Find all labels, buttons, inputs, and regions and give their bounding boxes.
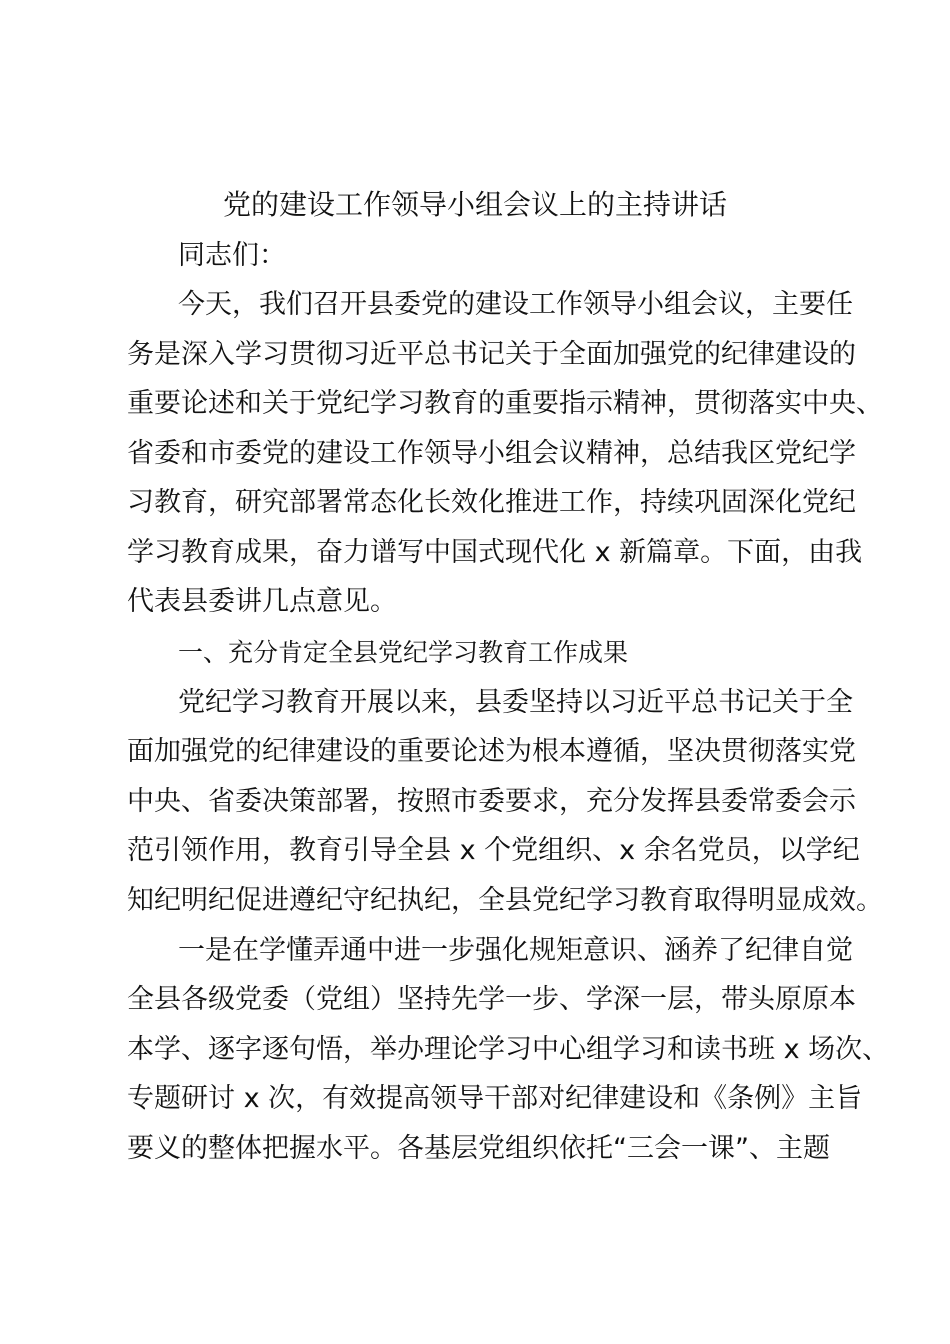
paragraph-line: 今天，我们召开县委党的建设工作领导小组会议，主要任 — [178, 289, 853, 320]
paragraph-line: 专题研讨 x 次，有效提高领导干部对纪律建设和《条例》主旨 — [127, 1083, 863, 1114]
paragraph-line: 一是在学懂弄通中进一步强化规矩意识、涵养了纪律自觉 — [178, 935, 853, 966]
section-heading: 一、充分肯定全县党纪学习教育工作成果 — [178, 638, 629, 667]
paragraph-line: 要义的整体把握水平。各基层党组织依托“三会一课”、主题 — [127, 1133, 830, 1164]
paragraph-line: 学习教育成果，奋力谱写中国式现代化 x 新篇章。下面，由我 — [127, 537, 863, 568]
paragraph-line: 中央、省委决策部署，按照市委要求，充分发挥县委常委会示 — [127, 786, 856, 817]
paragraph-line: 全县各级党委（党组）坚持先学一步、学深一层，带头原原本 — [127, 984, 856, 1015]
paragraph-line: 习教育，研究部署常态化长效化推进工作，持续巩固深化党纪 — [127, 487, 856, 518]
paragraph-line: 党纪学习教育开展以来，县委坚持以习近平总书记关于全 — [178, 687, 853, 718]
paragraph-line: 务是深入学习贯彻习近平总书记关于全面加强党的纪律建设的 — [127, 339, 856, 370]
paragraph-line: 范引领作用，教育引导全县 x 个党组织、x 余名党员，以学纪 — [127, 835, 860, 866]
document-title: 党的建设工作领导小组会议上的主持讲话 — [222, 188, 727, 221]
paragraph-line: 代表县委讲几点意见。 — [127, 586, 397, 617]
paragraph-line: 面加强党的纪律建设的重要论述为根本遵循，坚决贯彻落实党 — [127, 736, 856, 767]
paragraph-line: 省委和市委党的建设工作领导小组会议精神，总结我区党纪学 — [127, 438, 856, 469]
salutation: 同志们： — [178, 240, 286, 271]
paragraph-line: 重要论述和关于党纪学习教育的重要指示精神，贯彻落实中央、 — [127, 388, 883, 419]
paragraph-line: 知纪明纪促进遵纪守纪执纪，全县党纪学习教育取得明显成效。 — [127, 885, 883, 916]
paragraph-line: 本学、逐字逐句悟，举办理论学习中心组学习和读书班 x 场次、 — [127, 1034, 890, 1065]
